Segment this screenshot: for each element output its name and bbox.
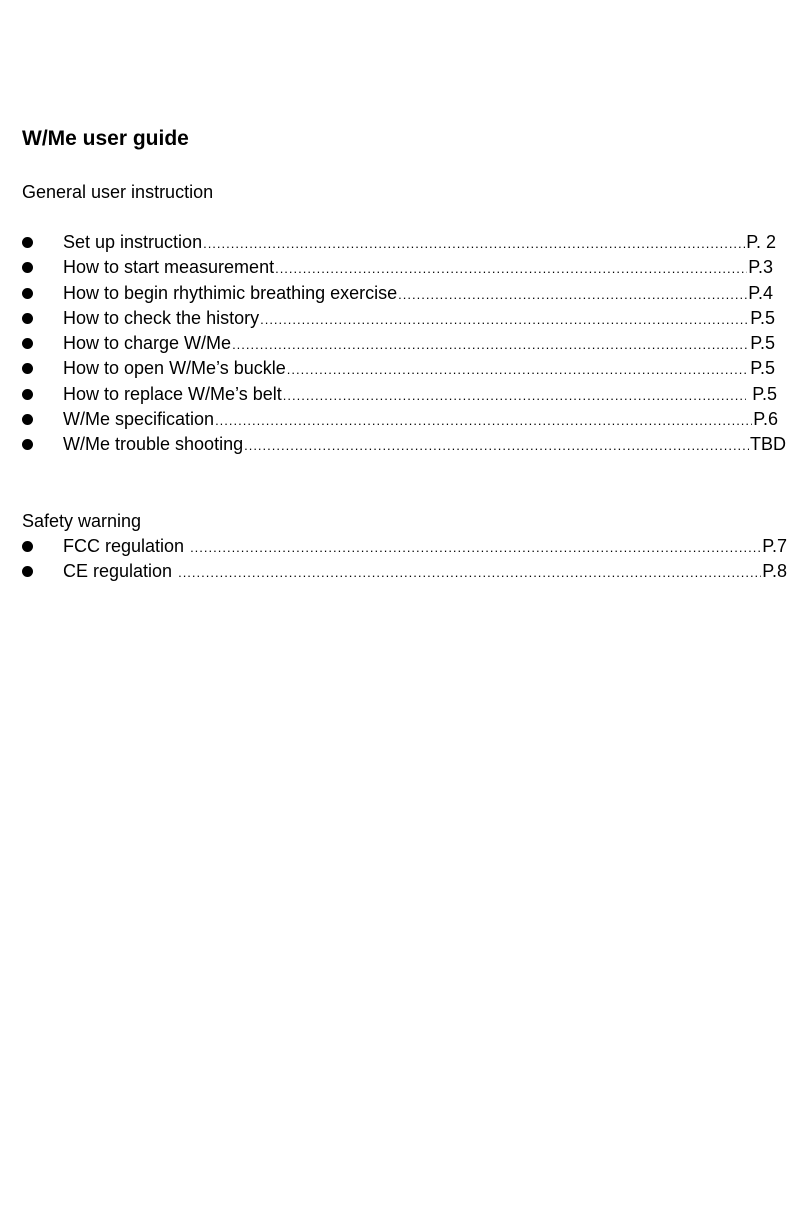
toc-page-ref: P.5 — [750, 333, 775, 354]
toc-list-safety — [0, 535, 808, 586]
toc-entry-text: FCC regulation — [63, 536, 190, 556]
toc-list-general — [0, 231, 808, 459]
bullet-icon — [22, 414, 33, 425]
dot-leader — [190, 537, 761, 559]
toc-entry — [0, 383, 808, 408]
toc-page-ref: TBD — [750, 434, 786, 455]
section-heading-safety: Safety warning — [22, 511, 142, 531]
toc-entry — [0, 408, 808, 433]
toc-entry-text: W/Me trouble shooting — [63, 434, 244, 455]
toc-entry-text: How to begin rhythimic breathing exercise — [63, 282, 398, 303]
toc-page-ref: P.8 — [762, 561, 787, 582]
toc-entry — [0, 433, 808, 458]
bullet-icon — [22, 313, 33, 324]
bullet-icon — [22, 566, 33, 577]
toc-entry — [0, 307, 808, 332]
toc-page-ref: P.7 — [762, 536, 787, 556]
toc-entry — [0, 256, 808, 281]
toc-entry-text: How to check the history — [63, 307, 260, 328]
toc-entry-text: How to open W/Me’s buckle — [63, 358, 286, 379]
toc-entry-text: CE regulation — [63, 561, 178, 582]
dot-leader — [275, 258, 747, 280]
bullet-icon — [22, 237, 33, 248]
dot-leader — [287, 359, 750, 381]
dot-leader — [215, 410, 752, 432]
toc-entry — [0, 357, 808, 382]
dot-leader — [232, 334, 749, 356]
toc-page-ref: P.5 — [750, 358, 775, 379]
toc-entry-text: How to start measurement — [63, 257, 275, 278]
dot-leader — [203, 233, 745, 255]
toc-entry-text: How to charge W/Me — [63, 333, 232, 354]
toc-entry-text: W/Me specification — [63, 409, 215, 430]
toc-page-ref: P.4 — [748, 282, 773, 303]
toc-page-ref: P.5 — [750, 307, 775, 328]
toc-entry — [0, 560, 808, 585]
toc-entry-text: How to replace W/Me’s belt — [63, 383, 282, 404]
bullet-icon — [22, 389, 33, 400]
toc-page-ref: P.3 — [748, 257, 773, 278]
toc-page-ref: P.5 — [747, 383, 777, 404]
toc-entry — [0, 231, 808, 256]
toc-page-ref: P. 2 — [746, 232, 776, 252]
dot-leader — [178, 562, 761, 584]
toc-entry — [0, 282, 808, 307]
dot-leader — [244, 435, 749, 457]
toc-entry — [0, 332, 808, 357]
toc-entry — [0, 535, 808, 560]
document-title: W/Me user guide — [22, 127, 189, 150]
bullet-icon — [22, 439, 33, 450]
bullet-icon — [22, 541, 33, 552]
bullet-icon — [22, 363, 33, 374]
bullet-icon — [22, 262, 33, 273]
toc-entry-text: Set up instruction — [63, 232, 203, 252]
section-heading-general: General user instruction — [22, 182, 214, 202]
bullet-icon — [22, 288, 33, 299]
bullet-icon — [22, 338, 33, 349]
dot-leader — [260, 309, 749, 331]
dot-leader — [398, 284, 747, 306]
dot-leader — [283, 385, 747, 407]
toc-page-ref: P.6 — [753, 409, 778, 430]
